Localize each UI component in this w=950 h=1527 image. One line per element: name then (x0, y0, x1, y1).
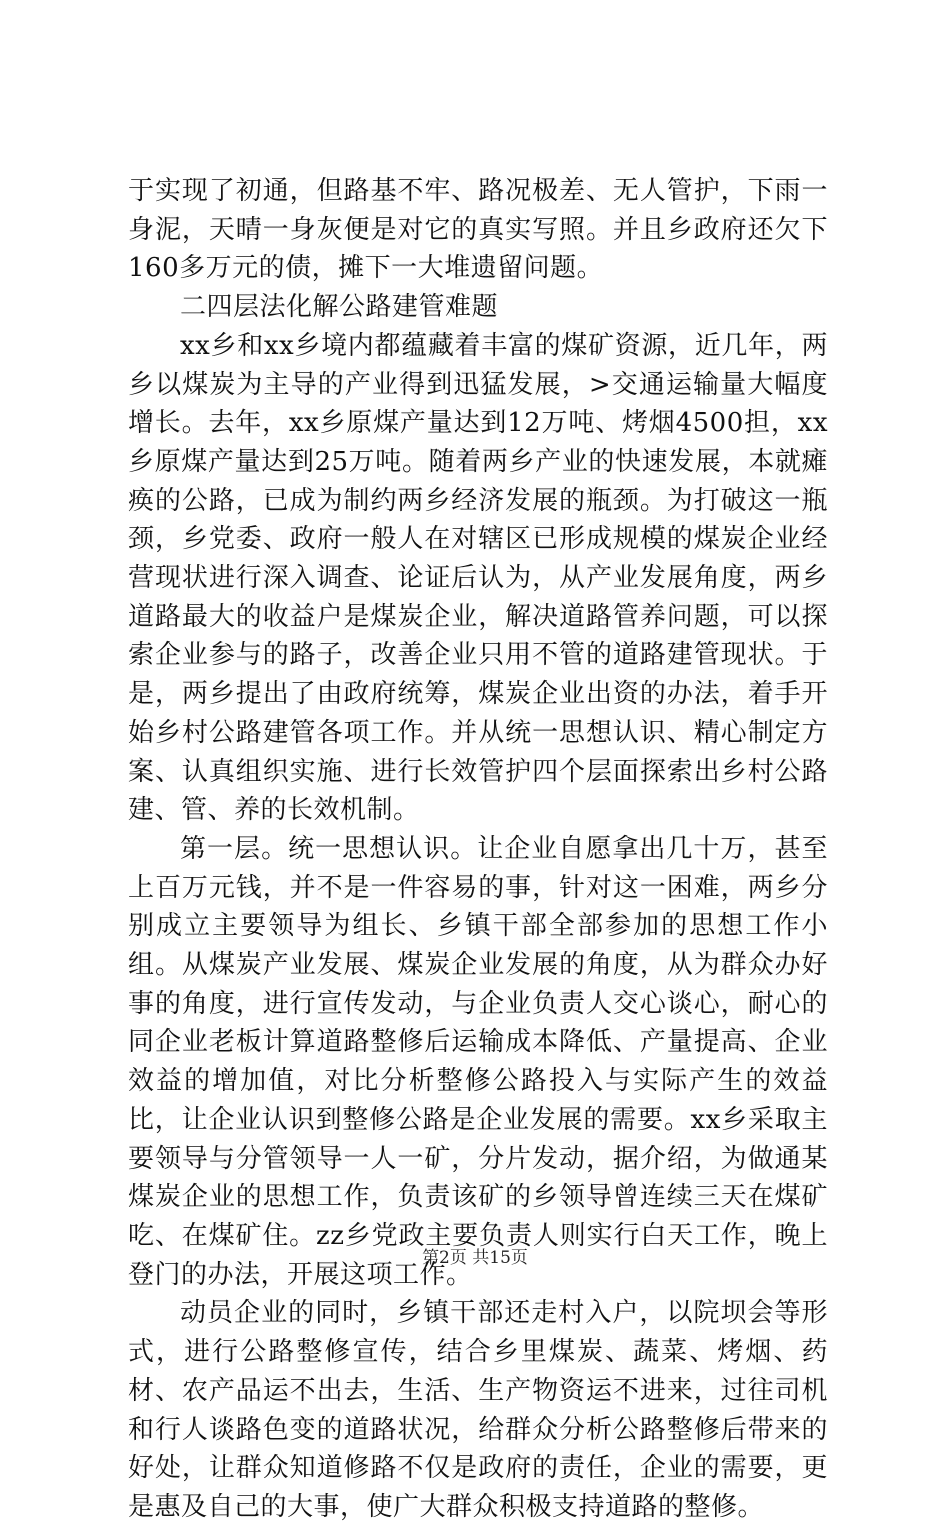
document-body (128, 172, 828, 1527)
page-number-footer: 第2页 共15页 (422, 1248, 528, 1268)
section-heading: 二四层法化解公路建管难题 (180, 292, 499, 323)
paragraph-3: xx乡和xx乡境内都蕴藏着丰富的煤矿资源，近几年，两乡以煤炭为主导的产业得到迅猛发展，>交通运输量大幅度增长。去年，xx乡原煤产量达到12万吨、烤烟4500担，xx乡原煤产量达到25万吨。随着两乡产业的快速发展，本就瘫痪的公路，已成为制约两乡经济发展的瓶颈。为打破这一瓶颈，乡党委、政府一般人在对辖区已形成规模的煤炭企业经营现状进行深入调查、论证后认为，从产业发展角度，两乡道路最大的收益户是煤炭企业，解决道路管养问题，可以探索企业参与的路子，改善企业只用不管的道路建管现状。于是，两乡提出了由政府统筹，煤炭企业出资的办法，着手开始乡村公路建管各项工作。并从统一思想认识、精心制定方案、认真组织实施、进行长效管护四个层面探索出乡村公路建、管、养的长效机制。 (128, 330, 828, 826)
paragraph-1: 于实现了初通，但路基不牢、路况极差、无人管护，下雨一身泥，天晴一身灰便是对它的真实写照。并且乡政府还欠下160多万元的债，摊下一大堆遗留问题。 (128, 176, 828, 284)
paragraph-4: 第一层。统一思想认识。让企业自愿拿出几十万，甚至上百万元钱，并不是一件容易的事，针对这一困难，两乡分别成立主要领导为组长、乡镇干部全部参加的思想工作小组。从煤炭产业发展、煤炭企业发展的角度，从为群众办好事的角度，进行宣传发动，与企业负责人交心谈心，耐心的同企业老板计算道路整修后运输成本降低、产量提高、企业效益的增加值，对比分析整修公路投入与实际产生的效益比，让企业认识到整修公路是企业发展的需要。xx乡采取主要领导与分管领导一人一矿，分片发动，据介绍，为做通某煤炭企业的思想工作，负责该矿的乡领导曾连续三天在煤矿吃、在煤矿住。zz乡党政主要负责人则实行白天工作，晚上登门的办法，开展这项工作。 (128, 833, 828, 1290)
paragraph-5: 动员企业的同时，乡镇干部还走村入户，以院坝会等形式，进行公路整修宣传，结合乡里煤炭、蔬菜、烤烟、药材、农产品运不出去，生活、生产物资运不进来，过往司机和行人谈路色变的道路状况，给群众分析公路整修后带来的好处，让群众知道修路不仅是政府的责任，企业的需要，更是惠及自己的大事，使广大群众积极支持道路的整修。 (128, 1298, 828, 1522)
